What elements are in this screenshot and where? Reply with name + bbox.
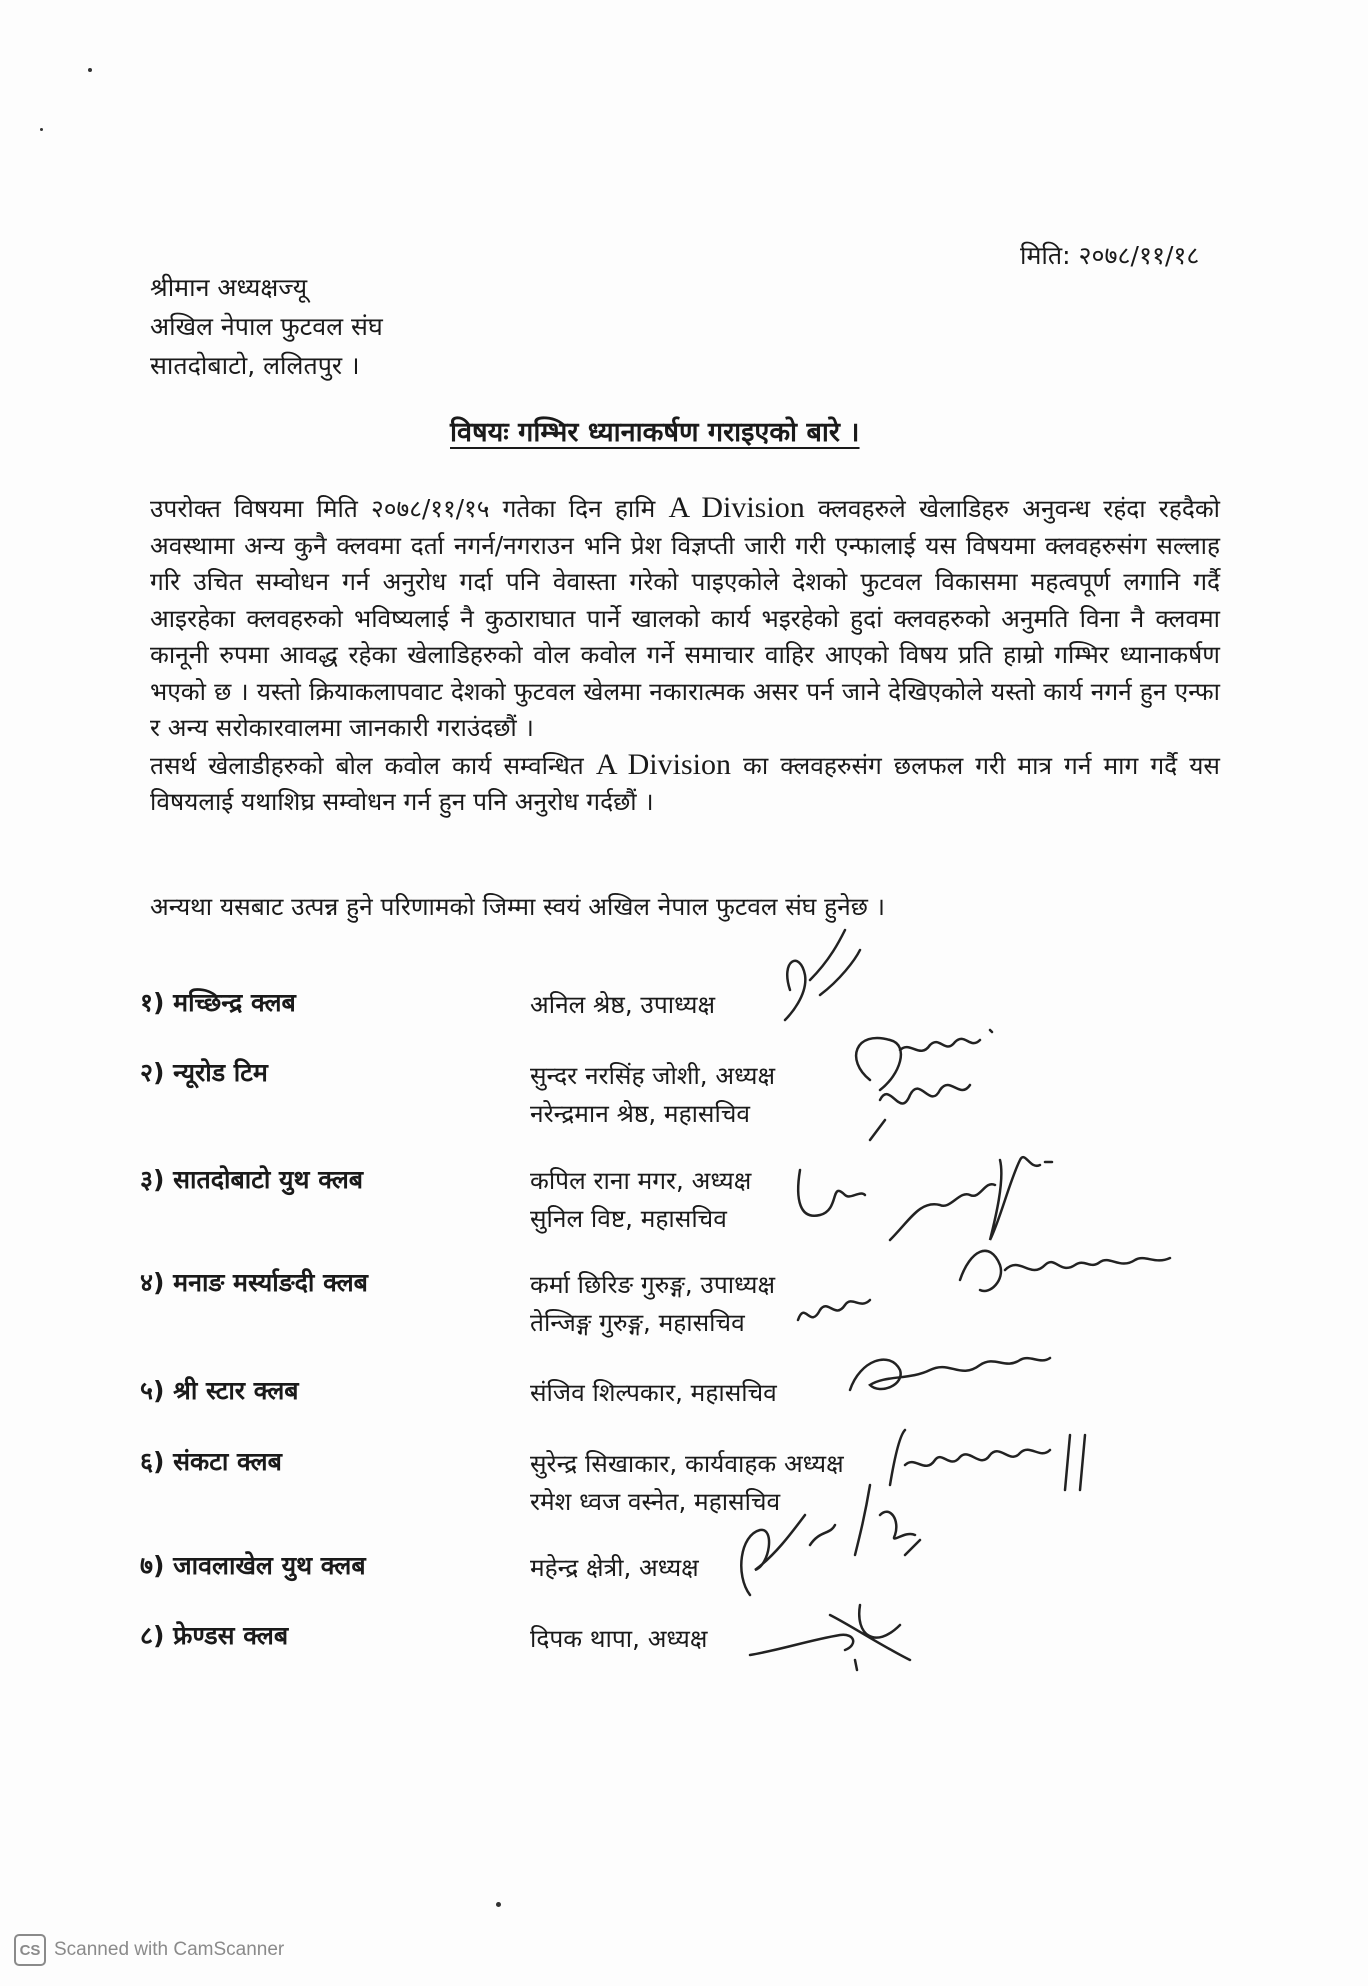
camscanner-watermark xyxy=(14,1934,284,1966)
camscanner-logo-icon: CS xyxy=(14,1934,46,1966)
scan-speck xyxy=(496,1902,501,1907)
club-name-2: २) न्यूरोड टिम xyxy=(140,1058,268,1087)
signatory-1 xyxy=(530,986,715,1024)
signature-4 xyxy=(790,1210,1230,1344)
signature-5 xyxy=(840,1330,1070,1414)
signatory-line: नरेन्द्रमान श्रेष्ठ, महासचिव xyxy=(530,1099,751,1128)
body-p1-start: उपरोक्त विषयमा मिति २०७८/११/१५ गतेका दिन हामि xyxy=(150,494,656,523)
signatory-2 xyxy=(530,1057,775,1133)
signatory-8 xyxy=(530,1620,707,1658)
addressee-line-3: सातदोबाटो, ललितपुर । xyxy=(150,351,360,380)
body-p1-rest: क्लवहरुले खेलाडिहरु अनुवन्ध रहंदा रहदैको अवस्थामा अन्य कुनै क्लवमा दर्ता नगर्न/नगराउन भनि प्रेश विज्ञप्ती जारी गरी एन्फालाई यस विषयमा क्लवहरुसंग सल्लाह गरि उचित सम्वोधन गर्न अनुरोध गर्दा पनि वेवास्ता गरेको पाइएकोले देशको फुटवल विकासमा महत्वपूर्ण लगानि गर्दै आइरहेका क्लवहरुको भविष्यलाई नै कुठाराघात पार्ने खालको कार्य भइरहेको हुदां क्लवहरुको अनुमति विना नै क्लवमा कानूनी रुपमा आवद्ध रहेका खेलाडिहरुको वोल कवोल गर्ने समाचार वाहिर आएको विषय प्रति हाम्रो गम्भिर ध्यानाकर्षण भएको छ । यस्तो क्रियाकलापवाट देशको फुटवल खेलमा नकारात्मक असर पर्न जाने देखिएकोले यस्तो कार्य नगर्न हुन एन्फा र अन्य सरोकारवालमा जानकारी गराउंदछौं । xyxy=(150,494,1221,742)
division-term: A Division xyxy=(668,491,805,524)
division-term: A Division xyxy=(595,747,731,781)
signatory-3 xyxy=(530,1162,751,1238)
body-paragraph-1 xyxy=(150,490,1220,747)
signatory-line: महेन्द्र क्षेत्री, अध्यक्ष xyxy=(530,1553,699,1582)
signatory-line: तेन्जिङ्ग गुरुङ्ग, महासचिव xyxy=(530,1308,745,1337)
handwritten-signature-icon xyxy=(720,1475,960,1605)
letter-body xyxy=(150,490,1220,821)
signatory-line: सुरेन्द्र सिखाकार, कार्यवाहक अध्यक्ष xyxy=(530,1449,844,1478)
signatory-7 xyxy=(530,1549,699,1587)
signatory-line: सुनिल विष्ट, महासचिव xyxy=(530,1204,727,1233)
club-name-5: ५) श्री स्टार क्लब xyxy=(140,1376,299,1405)
addressee-block xyxy=(150,268,383,385)
club-name-3: ३) सातदोबाटो युथ क्लब xyxy=(140,1165,364,1194)
addressee-line-1: श्रीमान अध्यक्षज्यू xyxy=(150,273,308,302)
signatory-line: रमेश ध्वज वस्नेत, महासचिव xyxy=(530,1487,781,1516)
club-name-6: ६) संकटा क्लब xyxy=(140,1447,282,1476)
addressee-line-2: अखिल नेपाल फुटवल संघ xyxy=(150,312,383,341)
camscanner-text: Scanned with CamScanner xyxy=(54,1939,285,1960)
body-paragraph-2 xyxy=(150,747,1220,821)
signatory-line: कर्मा छिरिङ गुरुङ्ग, उपाध्यक्ष xyxy=(530,1270,776,1299)
body-p2-start: तसर्थ खेलाडीहरुको बोल कवोल कार्य सम्वन्धित xyxy=(150,750,584,780)
signatory-line: अनिल श्रेष्ठ, उपाध्यक्ष xyxy=(530,990,716,1019)
club-name-1: १) मच्छिन्द्र क्लब xyxy=(140,988,296,1017)
handwritten-signature-icon xyxy=(840,1330,1070,1410)
scan-speck xyxy=(88,68,92,72)
handwritten-signature-icon xyxy=(790,1210,1230,1340)
body-p2-rest: का क्लवहरुसंग छलफल गरी मात्र गर्न माग गर्दै यस विषयलाई यथाशिघ्र सम्वोधन गर्न हुन पनि अनुरोध गर्दछौं । xyxy=(150,750,1220,816)
handwritten-signature-icon xyxy=(840,1020,1020,1150)
signatory-line: संजिव शिल्पकार, महासचिव xyxy=(530,1378,777,1407)
handwritten-signature-icon xyxy=(740,1595,920,1675)
club-name-7: ७) जावलाखेल युथ क्लब xyxy=(140,1551,366,1580)
scan-speck xyxy=(40,128,43,131)
club-name-8: ८) फ्रेण्डस क्लब xyxy=(140,1621,289,1650)
signatory-line: दिपक थापा, अध्यक्ष xyxy=(530,1624,708,1653)
letter-subject: विषयः गम्भिर ध्यानाकर्षण गराइएको बारे । xyxy=(450,417,860,448)
signature-2 xyxy=(840,1020,1020,1154)
closing-statement: अन्यथा यसबाट उत्पन्न हुने परिणामको जिम्मा स्वयं अखिल नेपाल फुटवल संघ हुनेछ । xyxy=(150,892,885,921)
letter-date: मिति: २०७८/११/१८ xyxy=(1020,241,1200,270)
signature-7 xyxy=(720,1475,960,1609)
signatory-4 xyxy=(530,1266,775,1342)
club-name-4: ४) मनाङ मर्स्याङदी क्लब xyxy=(140,1268,368,1297)
signatory-line: सुन्दर नरसिंह जोशी, अध्यक्ष xyxy=(530,1061,776,1090)
signatory-5 xyxy=(530,1374,777,1412)
signature-8 xyxy=(740,1595,920,1679)
signatory-line: कपिल राना मगर, अध्यक्ष xyxy=(530,1166,752,1195)
